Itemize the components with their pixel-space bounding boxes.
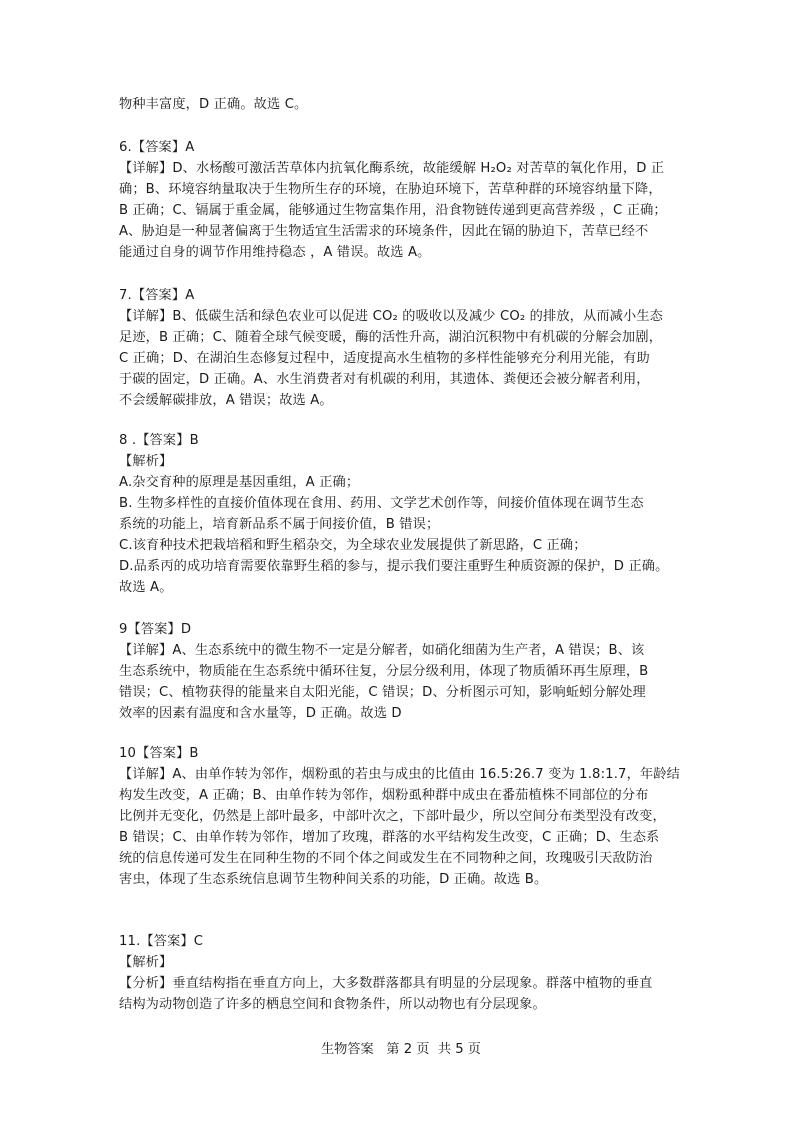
text-line: 能通过自身的调节作用维持稳态 ，A 错误。故选 A。 (119, 245, 431, 260)
text-line: D.品系丙的成功培育需要依靠野生稻的参与，提示我们要注重野生种质资源的保护，D 正确。 (119, 559, 669, 574)
text-line: 足迹，B 正确；C、随着全球气候变暖，酶的活性升高，湖泊沉积物中有机碳的分解会加剧， (119, 330, 663, 345)
text-line: 生态系统中，物质能在生态系统中循环往复，分层分级利用，体现了物质循环再生原理，B (119, 664, 649, 679)
text-line: 【解析】 (119, 454, 173, 469)
text-line: B 错误；C、由单作转为邻作，增加了玫瑰，群落的水平结构发生改变，C 正确；D、生态系 (119, 830, 660, 845)
text-line: 构发生改变，A 正确；B、由单作转为邻作，烟粉虱种群中成虫在番茄植株不同部位的分布 (119, 788, 649, 803)
answer-heading-8: 8 .【答案】B (119, 433, 199, 448)
text-line: 错误；C、植物获得的能量来自太阳光能，C 错误；D、分析图示可知，影响蚯蚓分解处理 (119, 685, 646, 700)
text-line: C 正确；D、在湖泊生态修复过程中，适度提高水生植物的多样性能够充分利用光能，有助 (119, 351, 650, 366)
text-line: 比例并无变化，仍然是上部叶最多，中部叶次之，下部叶最少，所以空间分布类型没有改变， (119, 809, 666, 824)
answer-heading-9: 9【答案】D (119, 622, 192, 637)
text-line: 害虫，体现了生态系统信息调节生物种间关系的功能，D 正确。故选 B。 (119, 872, 548, 887)
text-line: B. 生物多样性的直接价值体现在食用、药用、文学艺术创作等，间接价值体现在调节生态 (119, 496, 644, 511)
text-line: 故选 A。 (119, 580, 173, 595)
text-line: 系统的功能上，培育新品系不属于间接价值，B 错误； (119, 517, 440, 532)
text-line: 物种丰富度，D 正确。故选 C。 (119, 97, 308, 112)
text-line: A.杂交育种的原理是基因重组，A 正确； (119, 475, 360, 490)
answer-heading-11: 11.【答案】C (119, 934, 204, 949)
text-line: 于碳的固定，D 正确。A、水生消费者对有机碳的利用，其遗体、粪便还会被分解者利用， (119, 372, 650, 387)
page-footer: 生物答案 第 2 页 共 5 页 (320, 1042, 481, 1057)
text-line: 确；B、环境容纳量取决于生物所生存的环境，在胁迫环境下，苦草种群的环境容纳量下降， (119, 182, 662, 197)
text-line: 【详解】A、生态系统中的微生物不一定是分解者，如硝化细菌为生产者，A 错误；B、该 (119, 643, 645, 658)
text-line: 【详解】B、低碳生活和绿色农业可以促进 CO₂ 的吸收以及减少 CO₂ 的排放，从而减小生态 (119, 309, 664, 324)
text-line: C.该育种技术把栽培稻和野生稻杂交，为全球农业发展提供了新思路，C 正确； (119, 538, 587, 553)
answer-heading-7: 7.【答案】A (119, 288, 195, 303)
text-line: B 正确；C、镉属于重金属，能够通过生物富集作用，沿食物链传递到更高营养级 ，C 正确； (119, 203, 667, 218)
text-line: 【分析】垂直结构指在垂直方向上，大多数群落都具有明显的分层现象。群落中植物的垂直 (119, 976, 653, 991)
answer-heading-6: 6.【答案】A (119, 140, 195, 155)
text-line: 【解析】 (119, 955, 173, 970)
text-line: 【详解】D、水杨酸可激活苦草体内抗氧化酶系统，故能缓解 H₂O₂ 对苦草的氧化作用，D 正 (119, 161, 665, 176)
text-line: 不会缓解碳排放，A 错误；故选 A。 (119, 393, 333, 408)
text-line: 统的信息传递可发生在同种生物的不同个体之间或发生在不同物种之间，玫瑰吸引天敌防治 (119, 851, 653, 866)
answer-heading-10: 10【答案】B (119, 746, 199, 761)
text-line: 结构为动物创造了许多的栖息空间和食物条件，所以动物也有分层现象。 (119, 997, 546, 1012)
text-line: 效率的因素有温度和含水量等，D 正确。故选 D (119, 706, 402, 721)
text-line: 【详解】A、由单作转为邻作，烟粉虱的若虫与成虫的比值由 16.5:26.7 变为 1.8:1.7，年龄结 (119, 767, 680, 782)
text-line: A、胁迫是一种显著偏离于生物适宜生活需求的环境条件，因此在镉的胁迫下，苦草已经不 (119, 224, 649, 239)
